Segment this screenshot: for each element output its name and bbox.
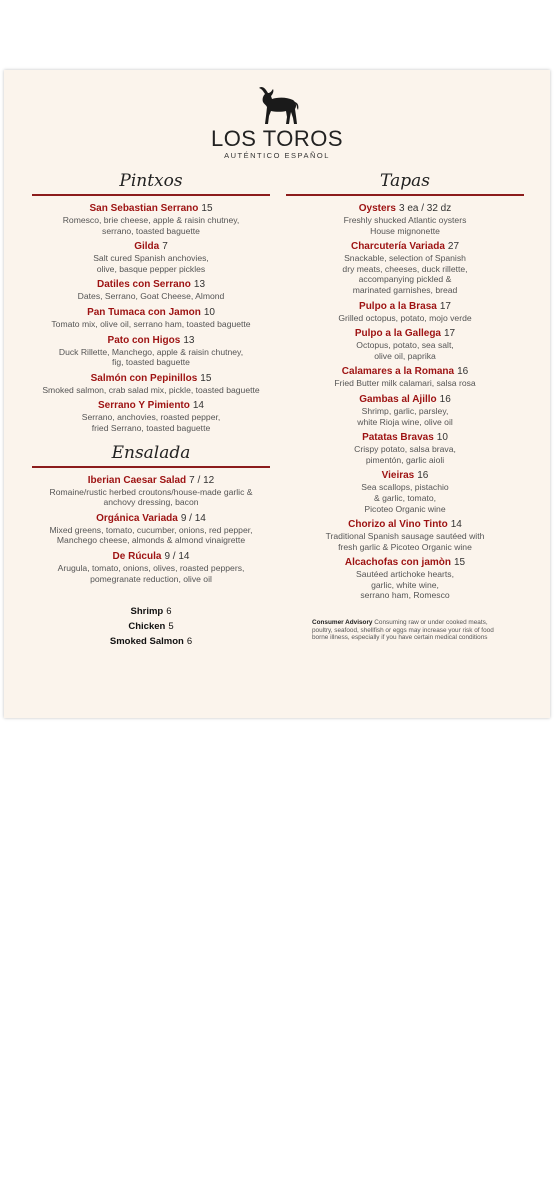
advisory-text: Consuming raw or under cooked meats, poultry, seafood, shellfish or eggs may increase your risk of food borne illness, especially if you have certain medical conditions <box>312 619 494 642</box>
menu-item-name: San Sebastian Serrano <box>89 203 199 214</box>
menu-item-name: Pulpo a la Gallega <box>354 328 441 340</box>
menu-item-description: Salt cured Spanish anchovies, olive, basque pepper pickles <box>93 253 209 274</box>
menu-item-name: Alcachofas con jamòn <box>344 557 451 569</box>
salad-addons <box>32 604 270 649</box>
menu-item-price: 10 <box>436 432 448 444</box>
menu-item <box>286 393 524 427</box>
menu-item <box>32 240 270 274</box>
menu-item-price: 7 <box>162 241 168 253</box>
menu-item-header <box>286 393 524 406</box>
menu-item-description: Snackable, selection of Spanish dry meats, cheeses, duck rillette, accompanying pickled & marinated garnishes, bread <box>342 253 468 295</box>
menu-item-header <box>32 306 270 319</box>
menu-item <box>32 550 270 584</box>
addon-item <box>32 619 270 634</box>
menu-item-name: Oysters <box>358 203 396 214</box>
menu-item-price: 16 <box>457 366 469 378</box>
menu-item-price: 13 <box>183 334 195 346</box>
menu-item-name: Chorizo al Vino Tinto <box>348 519 448 531</box>
menu-item-price: 16 <box>439 393 451 405</box>
menu-item-price: 10 <box>203 306 215 318</box>
menu-item-header <box>286 365 524 378</box>
menu-item-price: 3 ea / 32 dz <box>398 203 452 214</box>
brand-tagline: AUTÉNTICO ESPAÑOL <box>224 151 330 160</box>
menu-item-header <box>286 556 524 569</box>
menu-item-price: 17 <box>444 328 456 340</box>
menu-item <box>32 334 270 368</box>
addon-name: Shrimp <box>130 606 164 618</box>
menu-item <box>286 240 524 295</box>
menu-item <box>286 431 524 465</box>
menu-item <box>286 300 524 324</box>
menu-item-description: Mixed greens, tomato, cucumber, onions, red pepper, Manchego cheese, almonds & almond vinaigrette <box>49 524 253 546</box>
menu-item-price: 9 / 14 <box>164 550 190 562</box>
menu-item-name: Calamares a la Romana <box>341 366 455 378</box>
menu-item-name: Gambas al Ajillo <box>359 393 437 405</box>
menu-item-description: Tomato mix, olive oil, serrano ham, toasted baguette <box>51 318 251 329</box>
menu-item-name: Pan Tumaca con Jamon <box>87 306 201 318</box>
menu-item-description: Octopus, potato, sea salt, olive oil, paprika <box>356 340 454 361</box>
menu-item-price: 9 / 14 <box>180 512 206 524</box>
menu-item <box>32 372 270 396</box>
tapas-list <box>286 202 524 601</box>
menu-item-price: 14 <box>192 400 204 412</box>
pintxos-list <box>32 202 270 434</box>
menu-item-name: Serrano Y Pimiento <box>97 400 190 412</box>
menu-item <box>286 518 524 552</box>
menu-item-name: Vieiras <box>381 470 415 482</box>
menu-item <box>286 556 524 601</box>
menu-item-price: 17 <box>439 300 451 312</box>
menu-item-description: Shrimp, garlic, parsley, white Rioja wine, olive oil <box>357 405 453 427</box>
advisory-label: Consumer Advisory <box>312 619 373 627</box>
menu-item <box>32 202 270 236</box>
menu-item-description: Romaine/rustic herbed croutons/house-made garlic & anchovy dressing, bacon <box>49 486 253 508</box>
menu-item-name: Pato con Higos <box>107 334 181 346</box>
addon-name: Smoked Salmon <box>109 636 184 648</box>
left-column <box>32 172 270 649</box>
addon-item <box>32 604 270 619</box>
menu-item-name: De Rúcula <box>112 550 162 562</box>
menu-item-description: Smoked salmon, crab salad mix, pickle, toasted baguette <box>42 384 260 395</box>
menu-item-name: Patatas Bravas <box>362 432 434 444</box>
ensalada-list <box>32 474 270 585</box>
menu-item-description: Dates, Serrano, Goat Cheese, Almond <box>77 291 225 302</box>
section-title-tapas: Tapas <box>380 171 430 191</box>
menu-item-description: Arugula, tomato, onions, olives, roasted peppers, pomegranate reduction, olive oil <box>57 562 245 584</box>
brand-name: LOS TOROS <box>210 126 344 151</box>
menu-item-name: Iberian Caesar Salad <box>87 474 187 486</box>
menu-item-name: Salmón con Pepinillos <box>90 372 198 384</box>
menu-item-price: 15 <box>200 372 212 384</box>
bull-logo-icon <box>254 86 300 126</box>
menu-item-header <box>286 327 524 340</box>
menu-item-header <box>32 240 270 253</box>
menu-item-price: 7 / 12 <box>189 474 215 486</box>
menu-item-description: Sautéed artichoke hearts, garlic, white wine, serrano ham, Romesco <box>356 569 454 601</box>
right-column <box>286 172 524 642</box>
section-divider <box>32 466 270 468</box>
menu-item-header <box>286 300 524 313</box>
menu-item-name: Datiles con Serrano <box>96 279 191 291</box>
menu-item-header <box>32 202 270 215</box>
menu-card <box>4 70 550 718</box>
menu-item-header <box>286 202 524 215</box>
menu-item-price: 16 <box>417 470 429 482</box>
addon-name: Chicken <box>128 621 166 633</box>
menu-item <box>32 399 270 433</box>
menu-item-description: Sea scallops, pistachio & garlic, tomato, Picoteo Organic wine <box>361 482 449 514</box>
menu-item-description: Romesco, brie cheese, apple & raisin chutney, serrano, toasted baguette <box>62 215 240 236</box>
menu-item-name: Orgánica Variada <box>96 512 178 524</box>
menu-item-price: 13 <box>193 279 206 291</box>
menu-item-description: Duck Rillette, Manchego, apple & raisin chutney, fig, toasted baguette <box>58 346 244 368</box>
menu-item-name: Pulpo a la Brasa <box>359 300 437 312</box>
menu-item <box>32 512 270 546</box>
menu-item-price: 14 <box>450 519 462 531</box>
section-title-ensalada: Ensalada <box>111 442 191 463</box>
menu-item-price: 15 <box>454 557 466 569</box>
menu-item-header <box>286 518 524 531</box>
addon-price: 6 <box>186 636 193 648</box>
menu-item-price: 15 <box>201 203 213 214</box>
consumer-advisory <box>286 619 524 642</box>
menu-item-header <box>32 512 270 525</box>
menu-item-name: Gilda <box>134 241 160 253</box>
menu-item <box>286 365 524 389</box>
menu-item-header <box>32 474 270 487</box>
menu-item <box>286 202 524 236</box>
addon-price: 5 <box>168 621 174 633</box>
section-divider <box>32 194 270 196</box>
menu-item <box>286 469 524 514</box>
addon-item <box>32 634 270 649</box>
menu-item-header <box>286 240 524 253</box>
menu-item <box>32 306 270 330</box>
section-title-pintxos: Pintxos <box>119 171 183 191</box>
menu-item-header <box>32 399 270 412</box>
menu-item-header <box>32 550 270 563</box>
menu-item-description: Fried Butter milk calamari, salsa rosa <box>334 378 476 389</box>
menu-item <box>32 278 270 302</box>
section-divider <box>286 194 524 196</box>
addon-price: 6 <box>166 606 172 618</box>
menu-item-description: Grilled octopus, potato, mojo verde <box>338 312 472 323</box>
menu-item <box>32 474 270 508</box>
menu-item-header <box>32 372 270 385</box>
menu-item-price: 27 <box>447 241 460 253</box>
menu-item-description: Freshly shucked Atlantic oysters House mignonette <box>343 215 467 236</box>
menu-item-description: Serrano, anchovies, roasted pepper, fried Serrano, toasted baguette <box>81 412 221 433</box>
brand-header <box>4 86 550 160</box>
menu-item-name: Charcutería Variada <box>350 241 445 253</box>
menu-item-header <box>286 469 524 482</box>
menu-item-description: Traditional Spanish sausage sautéed with fresh garlic & Picoteo Organic wine <box>325 531 485 552</box>
menu-item-header <box>32 334 270 347</box>
menu-item-header <box>32 278 270 291</box>
menu-item <box>286 327 524 361</box>
menu-item-header <box>286 431 524 444</box>
menu-item-description: Crispy potato, salsa brava, pimentón, garlic aioli <box>354 444 456 465</box>
